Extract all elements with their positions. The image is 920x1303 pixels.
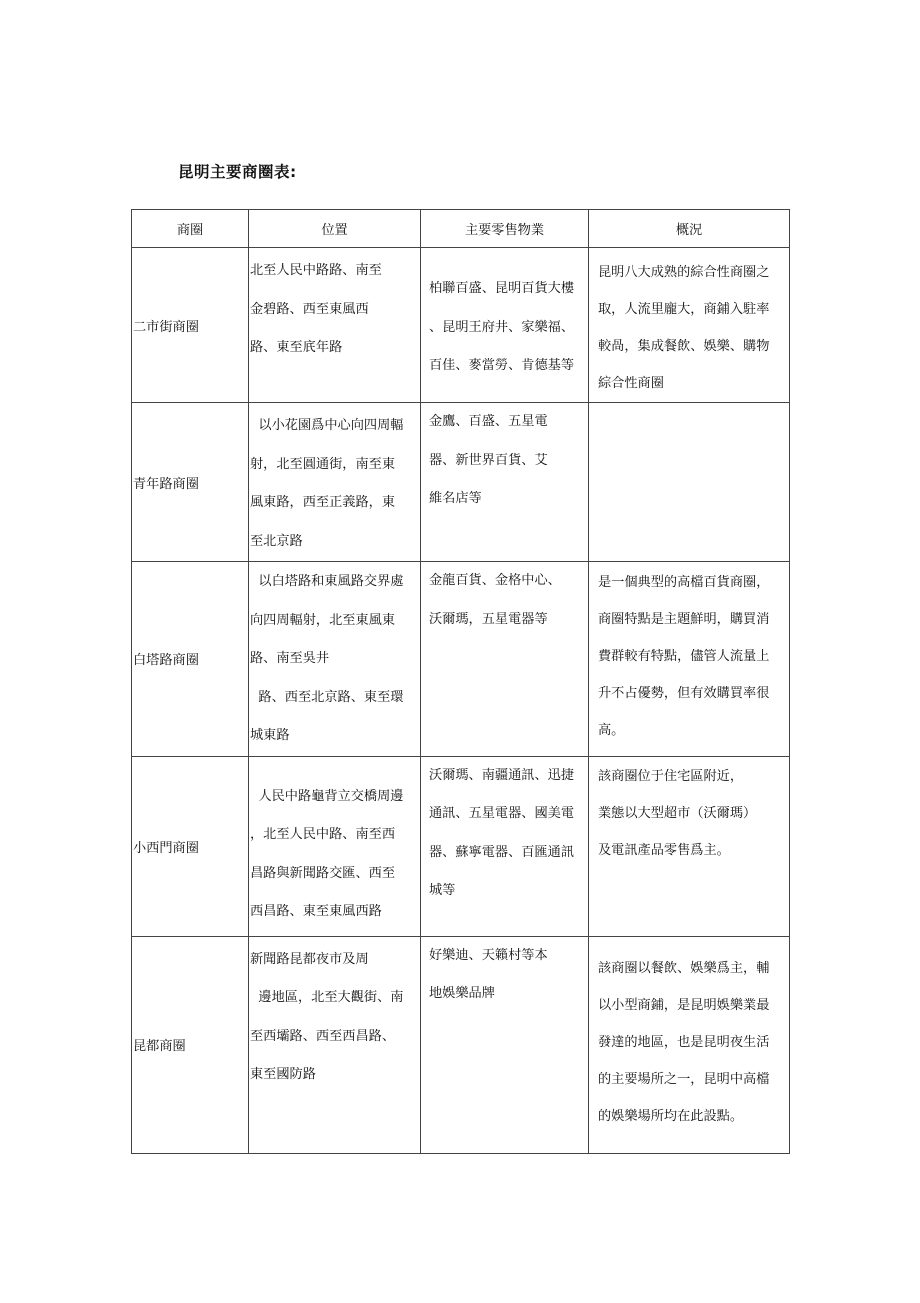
location-line: 金碧路、西至東風西 xyxy=(250,301,369,317)
overview-line: 及電訊產品零售爲主。 xyxy=(598,842,730,858)
district-name-cell: 小西門商圈 xyxy=(132,756,249,936)
overview-line: 發達的地區，也是昆明夜生活 xyxy=(598,1034,770,1050)
location-line: 西昌路、東至東風西路 xyxy=(250,904,382,919)
overview-line xyxy=(598,937,785,950)
district-name-cell: 昆都商圈 xyxy=(132,936,249,1153)
location-line: 至西壩路、西至西昌路、 xyxy=(250,1028,396,1044)
retail-line: 器、新世界百貨、艾 xyxy=(429,452,548,468)
retail-cell xyxy=(421,403,589,562)
retail-cell xyxy=(421,756,589,936)
location-line: 新聞路昆都夜市及周 xyxy=(250,951,369,967)
retail-line: 柏聯百盛、昆明百貨大樓 xyxy=(429,281,575,296)
retail-line: 好樂迪、天籟村等本 xyxy=(429,947,548,963)
location-cell xyxy=(249,403,421,562)
overview-line: 業態以大型超市（沃爾瑪） xyxy=(598,805,757,821)
retail-line: 城等 xyxy=(429,883,456,898)
overview-line: 高。 xyxy=(598,723,625,738)
retail-cell xyxy=(421,562,589,757)
location-line: 以小花園爲中心向四周輻 xyxy=(250,418,404,433)
retail-line: 沃爾瑪、南疆通訊、迅捷 xyxy=(429,767,575,783)
page-title: 昆明主要商圈表: xyxy=(178,163,297,181)
business-district-table xyxy=(131,209,790,1154)
location-line: 城東路 xyxy=(250,728,290,743)
retail-line: 沃爾瑪，五星電器等 xyxy=(429,611,548,627)
retail-line: 、昆明王府井、家樂福、 xyxy=(429,319,575,335)
overview-line: 的主要場所之一，昆明中高檔 xyxy=(598,1071,770,1087)
retail-line: 百佳、麥當勞、肯德基等 xyxy=(429,358,575,373)
district-name-cell: 二市街商圈 xyxy=(132,248,249,403)
overview-cell xyxy=(589,248,790,403)
location-line: 東至國防路 xyxy=(250,1067,316,1082)
retail-line: 器、蘇寧電器、百匯通訊 xyxy=(429,844,575,860)
header-district: 商圈 xyxy=(132,210,249,248)
table-row xyxy=(132,403,790,562)
location-line: 路、東至㡳年路 xyxy=(250,340,343,355)
overview-line: 取，人流里龐大，商鋪入駐率 xyxy=(598,302,770,317)
overview-line: 該商圈位于住宅區附近， xyxy=(598,768,744,784)
location-line: 射，北至圓通街，南至東 xyxy=(250,456,396,472)
table-row xyxy=(132,562,790,757)
header-location: 位置 xyxy=(249,210,421,248)
location-line: 路、西至北京路、東至環 xyxy=(250,689,404,705)
location-line: 北至人民中路路、南至 xyxy=(250,263,382,278)
location-line: 邊地區，北至大觀街、南 xyxy=(250,990,404,1005)
district-name-cell: 白塔路商圈 xyxy=(132,562,249,757)
table-row xyxy=(132,936,790,1153)
district-name-cell: 青年路商圈 xyxy=(132,403,249,562)
overview-line: 昆明八大成熟的綜合性商圈之 xyxy=(598,265,770,280)
retail-line: 地娛樂品牌 xyxy=(429,986,495,1001)
overview-line: 費群較有特點，儘管人流量上 xyxy=(598,649,770,664)
retail-line: 金鷹、百盛、五星電 xyxy=(429,414,548,429)
table-header-row xyxy=(132,210,790,248)
location-line: 至北京路 xyxy=(250,533,303,549)
location-line: 以白塔路和東風路交界處 xyxy=(250,574,404,589)
overview-cell xyxy=(589,756,790,936)
location-line: 人民中路龜背立交橋周邊 xyxy=(250,788,404,804)
retail-line: 金龍百貨、金格中心、 xyxy=(429,573,561,588)
retail-cell xyxy=(421,936,589,1153)
overview-line: 商圈特點是主題鮮明，購買消 xyxy=(598,612,770,627)
header-retail: 主要零售物業 xyxy=(421,210,589,248)
location-cell xyxy=(249,936,421,1153)
table-row xyxy=(132,248,790,403)
retail-cell xyxy=(421,248,589,403)
location-line: 向四周輻射，北至東風東 xyxy=(250,612,396,628)
retail-line: 通訊、五星電器、國美電 xyxy=(429,806,575,821)
retail-line: 維名店等 xyxy=(429,491,482,506)
table-row xyxy=(132,756,790,936)
location-line: 昌路與新聞路交匯、西至 xyxy=(250,865,396,881)
location-line: 風東路，西至正義路，東 xyxy=(250,495,396,510)
overview-cell xyxy=(589,562,790,757)
overview-line: 的娛樂場所均在此設點。 xyxy=(598,1108,744,1124)
overview-line: 該商圈以餐飲、娛樂爲主，輔 xyxy=(598,960,770,976)
overview-line: 升不占優勢，但有效購買率很 xyxy=(598,686,770,701)
header-overview: 概況 xyxy=(589,210,790,248)
location-cell xyxy=(249,756,421,936)
overview-cell xyxy=(589,403,790,562)
location-line: 路、南至吳井 xyxy=(250,651,330,666)
overview-line: 綜合性商圈 xyxy=(598,376,664,391)
location-cell xyxy=(249,248,421,403)
overview-line: 以小型商鋪，是昆明娛樂業最 xyxy=(598,997,770,1013)
overview-cell xyxy=(589,936,790,1153)
location-cell xyxy=(249,562,421,757)
overview-line: 是一個典型的高檔百貨商圈， xyxy=(598,575,770,590)
location-line: ，北至人民中路、南至西 xyxy=(250,827,396,842)
overview-line: 較咼，集成餐飲、娛樂、購物 xyxy=(598,339,770,354)
